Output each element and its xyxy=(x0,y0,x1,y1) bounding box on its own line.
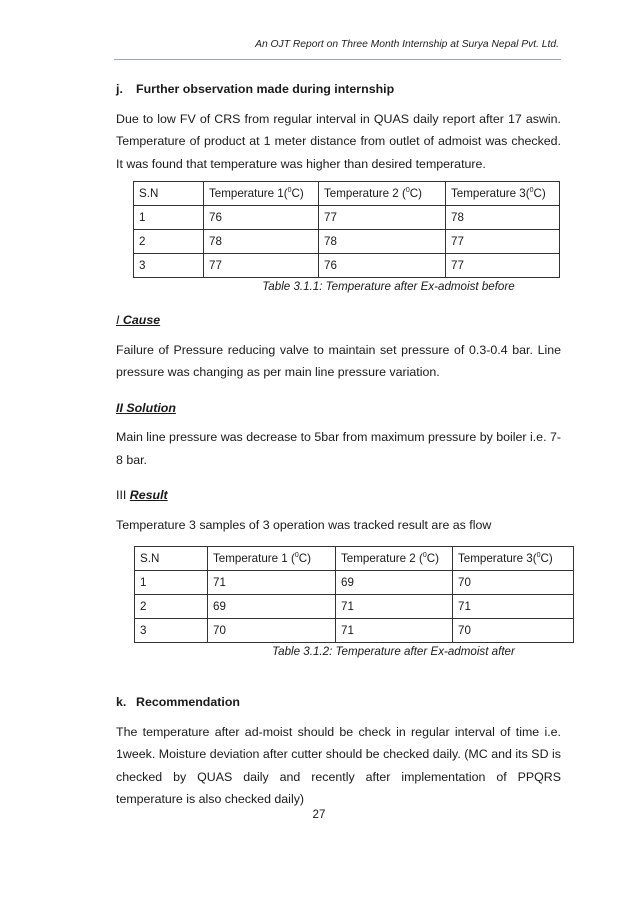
temperature-table-before xyxy=(133,181,560,278)
table-row xyxy=(135,571,574,595)
cause-paragraph: Failure of Pressure reducing valve to maintain set pressure of 0.3-0.4 bar. Line pressure was changing as per main line pressure variation. xyxy=(116,342,561,379)
section-k-paragraph: The temperature after ad-moist should be check in regular interval of time i.e. 1week. Moisture deviation after cutter should be checked daily. (MC and its SD is checked by QUAS daily and recently after implementation of PPQRS temperature is also checked daily) xyxy=(116,724,561,806)
table-row xyxy=(135,619,574,643)
table-row xyxy=(134,230,560,254)
table-cell: 78 xyxy=(204,230,319,254)
table-cell: 3 xyxy=(134,254,204,278)
table-cell: 78 xyxy=(319,230,446,254)
table-header-row xyxy=(135,547,574,571)
table-header-cell: Temperature 2 ($^0$C) xyxy=(319,182,446,206)
table-2-caption: Table 3.1.2: Temperature after Ex-admoist after xyxy=(272,645,515,658)
table-cell: 69 xyxy=(336,571,453,595)
table-header-cell: S.N xyxy=(135,547,208,571)
result-paragraph: Temperature 3 samples of 3 operation was tracked result are as flow xyxy=(116,517,492,532)
solution-heading: II Solution xyxy=(116,400,176,415)
table-cell: 77 xyxy=(204,254,319,278)
cause-heading: I Cause xyxy=(116,313,161,327)
table-cell: 2 xyxy=(135,595,208,619)
section-j-heading xyxy=(116,78,561,101)
table-cell: 77 xyxy=(446,254,560,278)
result-heading: III Result xyxy=(116,488,168,502)
table-cell: 76 xyxy=(204,206,319,230)
table-cell: 3 xyxy=(135,619,208,643)
table-header-cell: Temperature 3($^0$C) xyxy=(453,547,574,571)
section-k-heading xyxy=(116,691,561,714)
table-row xyxy=(134,206,560,230)
table-1-caption: Table 3.1.1: Temperature after Ex-admoist before xyxy=(262,280,515,293)
running-header: An OJT Report on Three Month Internship at Surya Nepal Pvt. Ltd. xyxy=(255,39,559,50)
table-cell: 69 xyxy=(208,595,336,619)
section-j-label: j. xyxy=(116,82,123,96)
table-cell: 2 xyxy=(134,230,204,254)
table-cell: 71 xyxy=(208,571,336,595)
table-cell: 77 xyxy=(319,206,446,230)
section-j-title: Further observation made during internship xyxy=(136,82,395,96)
table-header-cell: Temperature 3($^0$C) xyxy=(446,182,560,206)
table-cell: 77 xyxy=(446,230,560,254)
page-number: 27 xyxy=(312,808,326,821)
table-cell: 76 xyxy=(319,254,446,278)
table-cell: 70 xyxy=(453,619,574,643)
table-header-cell: S.N xyxy=(134,182,204,206)
section-k-label: k. xyxy=(116,695,127,709)
table-cell: 70 xyxy=(453,571,574,595)
header-rule xyxy=(114,59,561,60)
table-cell: 1 xyxy=(135,571,208,595)
table-header-row xyxy=(134,182,560,206)
table-row xyxy=(134,254,560,278)
section-k-title: Recommendation xyxy=(136,695,240,709)
table-row xyxy=(135,595,574,619)
table-cell: 71 xyxy=(336,619,453,643)
table-cell: 71 xyxy=(336,595,453,619)
table-header-cell: Temperature 1($^0$C) xyxy=(204,182,319,206)
page-content xyxy=(116,78,561,811)
temperature-table-after xyxy=(134,546,574,643)
section-j-paragraph: Due to low FV of CRS from regular interval in QUAS daily report after 17 aswin. Temperature of product at 1 meter distance from outlet of admoist was checked. It was found that temperature was higher than desired temperature. xyxy=(116,111,561,171)
table-cell: 1 xyxy=(134,206,204,230)
solution-paragraph: Main line pressure was decrease to 5bar from maximum pressure by boiler i.e. 7-8 bar. xyxy=(116,430,561,467)
table-header-cell: Temperature 1 ($^0$C) xyxy=(208,547,336,571)
table-header-cell: Temperature 2 ($^0$C) xyxy=(336,547,453,571)
table-cell: 70 xyxy=(208,619,336,643)
table-cell: 78 xyxy=(446,206,560,230)
table-cell: 71 xyxy=(453,595,574,619)
